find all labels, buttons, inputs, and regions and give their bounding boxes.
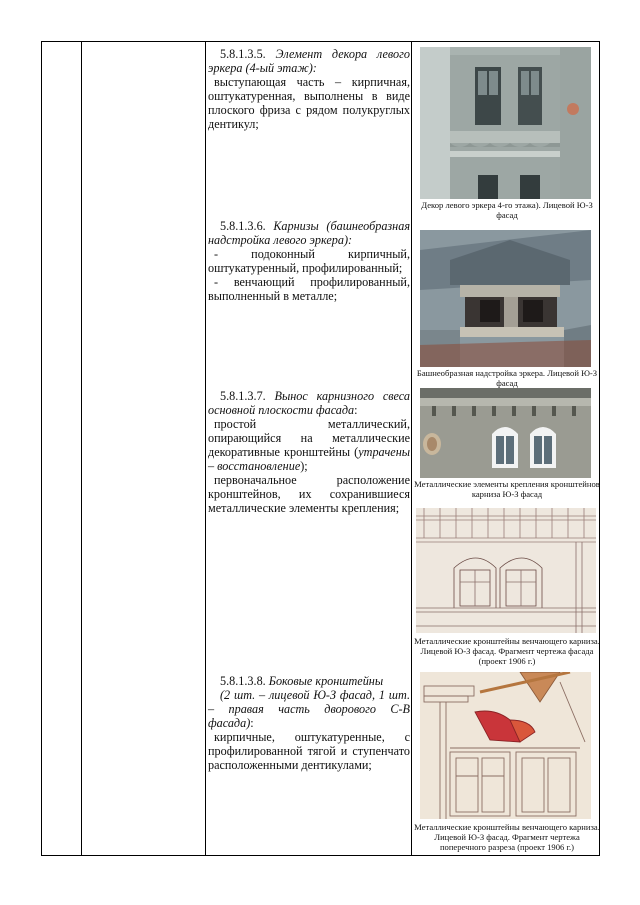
photo-caption: Металлические элементы крепления кронштейнов карниза Ю-З фасад [414,479,600,499]
section-text: первоначальное расположение кронштейнов, их сохранившиеся металлические элементы крепления; [208,473,410,515]
section-text: кирпичные, оштукатуренные, с профилированной тягой и ступенчато расположенными дентикулами; [208,730,410,772]
section-number: 5.8.1.3.5. [220,47,266,61]
photo-caption: Металлические кронштейны венчающего карниза. Лицевой Ю-З фасад. Фрагмент чертежа фасада (проект 1906 г.) [414,636,600,666]
section-number: 5.8.1.3.7. [220,389,266,403]
section-text: выступающая часть – кирпичная, оштукатуренная, выполнены в виде плоского фриза с рядом полукруглых дентикул; [208,75,410,131]
section-5-8-1-3-6 [208,219,410,303]
section-number: 5.8.1.3.8. [220,674,266,688]
section-title: Карнизы (башнеобразная надстройка левого эркера): [208,219,410,247]
photo-caption: Башнеобразная надстройка эркера. Лицевой Ю-З фасад [416,368,598,388]
section-subtitle: (2 шт. – лицевой Ю-З фасад, 1 шт. – правая часть дворового С-В фасада) [208,688,410,730]
photo-metal-elements [420,388,591,478]
section-title: Вынос карнизного свеса основной плоскости фасада [208,389,410,417]
text-part: ); [300,459,308,473]
section-5-8-1-3-7 [208,389,410,515]
document-table [41,41,600,856]
photo-oriel-decor [420,47,591,199]
photo-tower-superstructure [420,230,591,367]
section-text: - венчающий профилированный, выполненный в металле; [208,275,410,303]
section-text [208,417,410,473]
title-suffix: : [354,403,358,417]
section-title: Элемент декора левого эркера (4-ый этаж): [208,47,410,75]
section-title: Боковые кронштейны [268,674,384,688]
column-divider [205,42,206,855]
drawing-cross-section-1906 [420,672,591,819]
photo-caption: Декор левого эркера 4-го этажа). Лицевой Ю-З фасад [421,200,593,220]
section-text: - подоконный кирпичный, оштукатуренный, профилированный; [208,247,410,275]
section-5-8-1-3-8 [208,674,410,772]
column-divider [81,42,82,855]
text-part: простой металлический, опирающийся на металлические декоративные кронштейны ( [208,417,410,459]
section-5-8-1-3-5 [208,47,410,131]
drawing-facade-1906 [416,508,596,633]
text-italic: утрачены – восстановление [208,445,410,473]
photo-caption: Металлические кронштейны венчающего карниза. Лицевой Ю-З фасад. Фрагмент чертежа поперечного разреза (проект 1906 г.) [414,822,600,852]
title-suffix: : [250,716,254,730]
column-divider [411,42,412,855]
section-number: 5.8.1.3.6. [220,219,266,233]
